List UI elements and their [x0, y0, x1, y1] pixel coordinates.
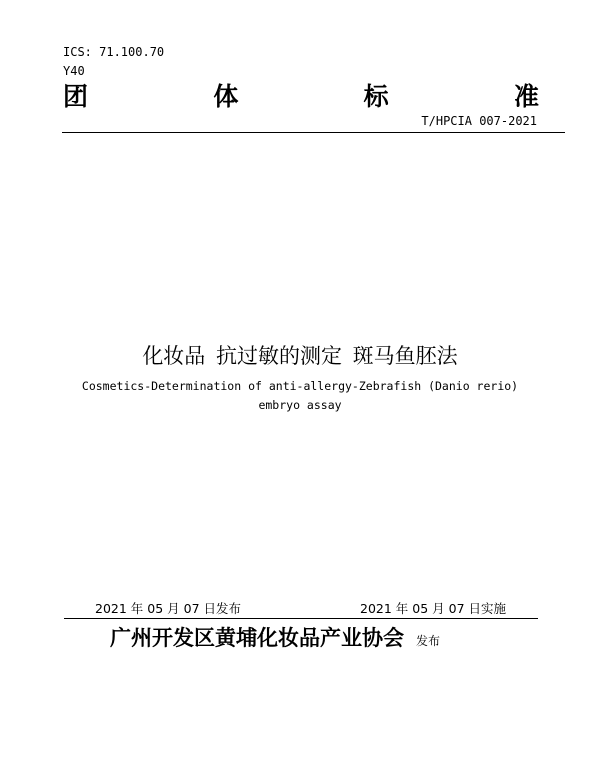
header-divider [62, 132, 565, 133]
title-chinese: 化妆品 抗过敏的测定 斑马鱼胚法 [142, 344, 458, 368]
group-standard-char-1: 团 [63, 82, 89, 111]
ics-code: ICS: 71.100.70 [63, 45, 165, 59]
publisher-suffix: 发布 [416, 634, 441, 648]
title-english-line-2: embryo assay [258, 398, 342, 412]
group-standard-char-2: 体 [213, 82, 239, 111]
implement-date: 2021 年 05 月 07 日实施 [360, 601, 506, 616]
classification-code: Y40 [63, 64, 85, 78]
group-standard-char-3: 标 [363, 82, 389, 111]
publisher-name: 广州开发区黄埔化妆品产业协会 [110, 626, 404, 650]
title-english-line-1: Cosmetics-Determination of anti-allergy-Zebrafish (Danio rerio) [81, 379, 519, 393]
standard-number: T/HPCIA 007-2021 [421, 114, 537, 128]
footer-divider [64, 618, 538, 619]
publisher-line [110, 623, 440, 653]
group-standard-heading [63, 80, 539, 114]
group-standard-char-4: 准 [513, 82, 539, 111]
publish-date: 2021 年 05 月 07 日发布 [95, 601, 241, 616]
